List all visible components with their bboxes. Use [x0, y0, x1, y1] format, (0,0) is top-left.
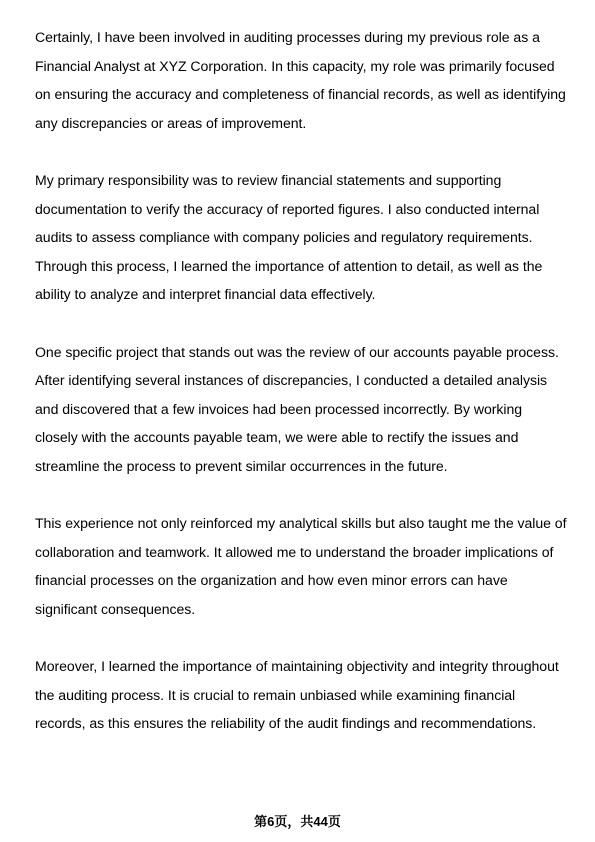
document-body	[35, 23, 567, 738]
page-number-footer: 第6页，共44页	[254, 814, 341, 829]
paragraph-4: This experience not only reinforced my analytical skills but also taught me the value of collaboration and teamwork. It allowed me to understand the broader implications of financial processes on the organization and how even minor errors can have significant consequences.	[35, 515, 567, 617]
paragraph-1: Certainly, I have been involved in auditing processes during my previous role as a Financial Analyst at XYZ Corporation. In this capacity, my role was primarily focused on ensuring the accuracy and completeness of financial records, as well as identifying any discrepancies or areas of improvement.	[35, 29, 566, 131]
paragraph-2: My primary responsibility was to review financial statements and supporting documentation to verify the accuracy of reported figures. I also conducted internal audits to assess compliance with company policies and regulatory requirements. Through this process, I learned the importance of attention to detail, as well as the ability to analyze and interpret financial data effectively.	[35, 171, 543, 303]
paragraph-3: One specific project that stands out was the review of our accounts payable process. After identifying several instances of discrepancies, I conducted a detailed analysis and discovered that a few invoices had been processed incorrectly. By working closely with the accounts payable team, we were able to rectify the issues and streamline the process to prevent similar occurrences in the future.	[35, 343, 559, 474]
paragraph-5: Moreover, I learned the importance of maintaining objectivity and integrity throughout the auditing process. It is crucial to remain unbiased while examining financial records, as this ensures the reliability of the audit findings and recommendations.	[35, 658, 559, 732]
